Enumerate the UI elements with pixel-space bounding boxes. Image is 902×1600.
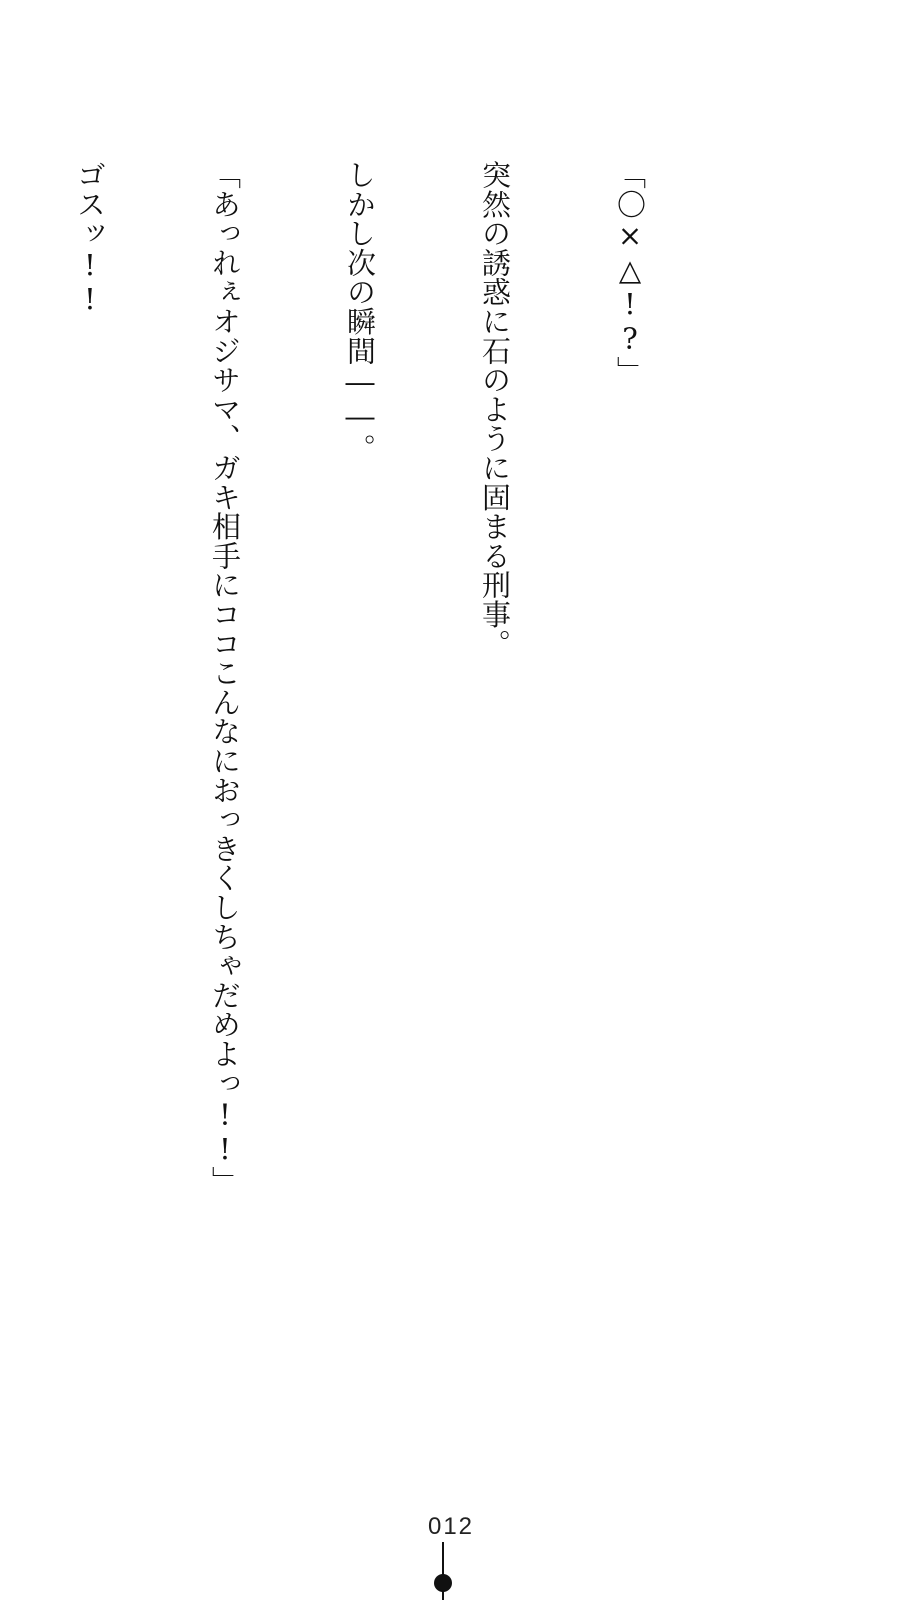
page-number: 012 — [427, 1513, 475, 1540]
page-marker-dot — [434, 1574, 452, 1592]
text-line: 突然の誘惑に石のように固まる刑事。 — [478, 160, 512, 659]
text-line: 「〇×△!?」 — [613, 160, 647, 386]
text-line: 「あっれぇオジサマ、ガキ相手にココこんなにおっきくしちゃだめよっ!!」 — [208, 160, 242, 1196]
text-line: ゴスッ!! — [73, 160, 107, 317]
text-line: しかし次の瞬間――。 — [343, 160, 377, 463]
body-text — [0, 160, 742, 1280]
